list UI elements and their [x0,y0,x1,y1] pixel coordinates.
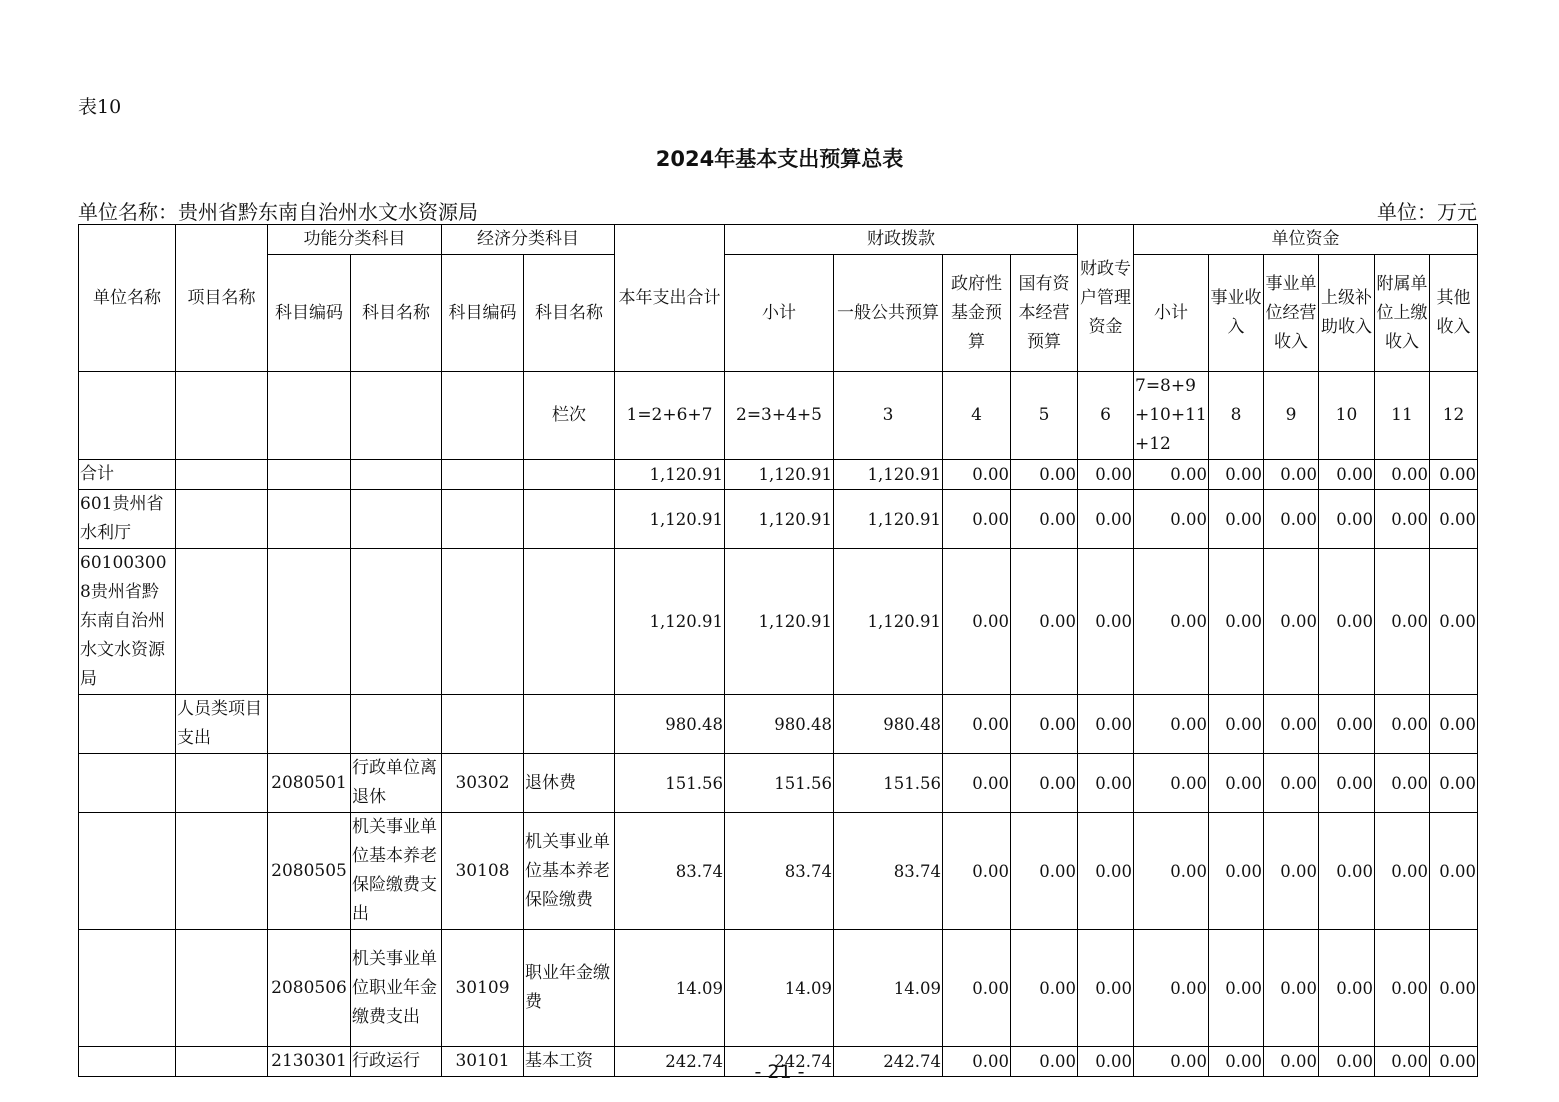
cell-amount-col-10: 0.00 [1319,754,1375,813]
cell-amount-col-6: 0.00 [1078,813,1134,930]
cell-func-code: 2080501 [268,754,351,813]
cell-func-name: 机关事业单位职业年金缴费支出 [351,930,442,1047]
cell-unit-name [79,813,176,930]
cell-amount-col-8: 0.00 [1209,490,1264,549]
cell-econ-code: 30108 [442,813,524,930]
header-business-income: 事业收入 [1209,255,1264,372]
column-index-3: 3 [834,372,943,460]
cell-project-name [176,754,268,813]
cell-amount-col-7: 0.00 [1134,754,1209,813]
cell-amount-col-9: 0.00 [1264,549,1319,695]
cell-amount-col-7: 0.00 [1134,490,1209,549]
table-row [79,695,1478,754]
cell-amount-col-5: 0.00 [1011,695,1078,754]
cell-amount-col-6: 0.00 [1078,549,1134,695]
cell-amount-col-6: 0.00 [1078,695,1134,754]
table-row [79,754,1478,813]
cell-amount-col-6: 0.00 [1078,460,1134,490]
cell-amount-col-8: 0.00 [1209,460,1264,490]
cell-amount-col-11: 0.00 [1375,930,1430,1047]
currency-unit-label: 单位：万元 [1377,200,1477,224]
cell-amount-col-3: 242.74 [834,1047,943,1077]
cell-unit-name: 601003008贵州省黔东南自治州水文水资源局 [79,549,176,695]
cell-amount-col-6: 0.00 [1078,754,1134,813]
cell-func-name: 机关事业单位基本养老保险缴费支出 [351,813,442,930]
cell-amount-col-2: 980.48 [725,695,834,754]
cell-econ-code: 30101 [442,1047,524,1077]
cell-amount-col-4: 0.00 [943,490,1011,549]
cell-amount-col-5: 0.00 [1011,460,1078,490]
cell-econ-code [442,549,524,695]
cell-econ-name [524,695,615,754]
table-row [79,549,1478,695]
table-row [79,930,1478,1047]
header-general-public: 一般公共预算 [834,255,943,372]
header-total: 本年支出合计 [615,225,725,372]
cell-func-code [268,549,351,695]
cell-amount-col-11: 0.00 [1375,1047,1430,1077]
cell-amount-col-2: 1,120.91 [725,549,834,695]
cell-amount-col-5: 0.00 [1011,930,1078,1047]
cell-amount-col-4: 0.00 [943,549,1011,695]
page-title: 2024年基本支出预算总表 [655,147,904,171]
cell-amount-col-4: 0.00 [943,1047,1011,1077]
cell-amount-col-11: 0.00 [1375,754,1430,813]
header-func-group: 功能分类科目 [268,225,442,255]
cell-amount-col-12: 0.00 [1430,1047,1478,1077]
header-operating-income: 事业单位经营收入 [1264,255,1319,372]
cell-amount-col-9: 0.00 [1264,1047,1319,1077]
cell-amount-col-8: 0.00 [1209,754,1264,813]
column-index-9: 9 [1264,372,1319,460]
table-row [79,813,1478,930]
cell-unit-name [79,695,176,754]
cell-project-name [176,813,268,930]
cell-amount-col-9: 0.00 [1264,695,1319,754]
header-fiscal-special: 财政专户管理资金 [1078,225,1134,372]
header-gov-fund: 政府性基金预算 [943,255,1011,372]
column-index-row [79,372,1478,460]
cell-econ-code: 30302 [442,754,524,813]
cell-amount-col-3: 1,120.91 [834,549,943,695]
column-index-label: 栏次 [524,372,615,460]
cell-econ-name: 职业年金缴费 [524,930,615,1047]
cell-unit-name [79,930,176,1047]
cell-amount-col-4: 0.00 [943,754,1011,813]
cell-amount-col-7: 0.00 [1134,460,1209,490]
header-fiscal-group: 财政拨款 [725,225,1078,255]
cell-amount-col-3: 1,120.91 [834,490,943,549]
cell-amount-col-12: 0.00 [1430,549,1478,695]
cell-func-name [351,549,442,695]
cell-func-name: 行政运行 [351,1047,442,1077]
cell-func-code: 2130301 [268,1047,351,1077]
cell-amount-col-12: 0.00 [1430,930,1478,1047]
cell-amount-col-11: 0.00 [1375,490,1430,549]
column-index-1: 1=2+6+7 [615,372,725,460]
cell-amount-col-3: 83.74 [834,813,943,930]
header-unit-name: 单位名称 [79,225,176,372]
cell-amount-col-8: 0.00 [1209,930,1264,1047]
cell-amount-col-10: 0.00 [1319,460,1375,490]
cell-func-code: 2080505 [268,813,351,930]
cell-project-name: 人员类项目支出 [176,695,268,754]
cell-func-name: 行政单位离退休 [351,754,442,813]
column-index-10: 10 [1319,372,1375,460]
cell-amount-col-10: 0.00 [1319,695,1375,754]
header-superior-subsidy: 上级补助收入 [1319,255,1375,372]
cell-amount-col-1: 14.09 [615,930,725,1047]
cell-amount-col-10: 0.00 [1319,549,1375,695]
cell-amount-col-1: 151.56 [615,754,725,813]
header-project-name: 项目名称 [176,225,268,372]
cell-project-name [176,549,268,695]
column-index-12: 12 [1430,372,1478,460]
cell-amount-col-10: 0.00 [1319,490,1375,549]
column-index-2: 2=3+4+5 [725,372,834,460]
cell-amount-col-7: 0.00 [1134,930,1209,1047]
cell-func-code [268,490,351,549]
column-index-11: 11 [1375,372,1430,460]
cell-amount-col-1: 242.74 [615,1047,725,1077]
cell-unit-name: 合计 [79,460,176,490]
header-affiliated-income: 附属单位上缴收入 [1375,255,1430,372]
budget-table [78,224,1478,1077]
cell-econ-name: 基本工资 [524,1047,615,1077]
unit-name-label: 单位名称：贵州省黔东南自治州水文水资源局 [78,200,478,224]
column-index-7: 7=8+9+10+11+12 [1134,372,1209,460]
column-index-6: 6 [1078,372,1134,460]
header-econ-code: 科目编码 [442,255,524,372]
cell-amount-col-12: 0.00 [1430,695,1478,754]
cell-amount-col-7: 0.00 [1134,813,1209,930]
cell-amount-col-10: 0.00 [1319,813,1375,930]
header-other-income: 其他收入 [1430,255,1478,372]
cell-amount-col-7: 0.00 [1134,1047,1209,1077]
column-index-5: 5 [1011,372,1078,460]
cell-amount-col-4: 0.00 [943,695,1011,754]
cell-econ-code: 30109 [442,930,524,1047]
cell-amount-col-2: 151.56 [725,754,834,813]
cell-amount-col-10: 0.00 [1319,930,1375,1047]
cell-amount-col-6: 0.00 [1078,1047,1134,1077]
cell-project-name [176,490,268,549]
cell-amount-col-1: 1,120.91 [615,490,725,549]
column-index-8: 8 [1209,372,1264,460]
cell-func-name [351,490,442,549]
cell-econ-code [442,460,524,490]
cell-amount-col-2: 14.09 [725,930,834,1047]
cell-amount-col-9: 0.00 [1264,754,1319,813]
cell-unit-name [79,754,176,813]
header-unit-subtotal: 小计 [1134,255,1209,372]
header-func-code: 科目编码 [268,255,351,372]
cell-amount-col-1: 1,120.91 [615,549,725,695]
page-number: - 21 - [754,1061,805,1083]
cell-amount-col-4: 0.00 [943,930,1011,1047]
table-row [79,490,1478,549]
cell-amount-col-4: 0.00 [943,460,1011,490]
cell-econ-code [442,490,524,549]
cell-func-code [268,460,351,490]
header-state-capital: 国有资本经营预算 [1011,255,1078,372]
cell-econ-name [524,460,615,490]
cell-amount-col-2: 1,120.91 [725,460,834,490]
cell-amount-col-3: 1,120.91 [834,460,943,490]
cell-amount-col-5: 0.00 [1011,1047,1078,1077]
cell-amount-col-2: 1,120.91 [725,490,834,549]
cell-econ-name: 退休费 [524,754,615,813]
column-index-4: 4 [943,372,1011,460]
cell-amount-col-6: 0.00 [1078,490,1134,549]
cell-amount-col-9: 0.00 [1264,813,1319,930]
cell-amount-col-7: 0.00 [1134,549,1209,695]
cell-econ-name [524,549,615,695]
cell-unit-name: 601贵州省水利厅 [79,490,176,549]
cell-amount-col-9: 0.00 [1264,490,1319,549]
cell-amount-col-1: 1,120.91 [615,460,725,490]
cell-amount-col-10: 0.00 [1319,1047,1375,1077]
cell-amount-col-9: 0.00 [1264,930,1319,1047]
header-unit-funds-group: 单位资金 [1134,225,1478,255]
cell-amount-col-1: 83.74 [615,813,725,930]
cell-amount-col-5: 0.00 [1011,754,1078,813]
cell-func-code: 2080506 [268,930,351,1047]
header-econ-name: 科目名称 [524,255,615,372]
cell-amount-col-8: 0.00 [1209,549,1264,695]
cell-amount-col-5: 0.00 [1011,549,1078,695]
cell-amount-col-12: 0.00 [1430,490,1478,549]
header-func-name: 科目名称 [351,255,442,372]
cell-amount-col-11: 0.00 [1375,460,1430,490]
table-row [79,460,1478,490]
cell-amount-col-8: 0.00 [1209,1047,1264,1077]
cell-project-name [176,460,268,490]
cell-amount-col-3: 980.48 [834,695,943,754]
cell-amount-col-8: 0.00 [1209,813,1264,930]
cell-func-name [351,460,442,490]
cell-func-code [268,695,351,754]
cell-project-name [176,930,268,1047]
header-fiscal-subtotal: 小计 [725,255,834,372]
cell-amount-col-11: 0.00 [1375,695,1430,754]
cell-amount-col-5: 0.00 [1011,813,1078,930]
cell-amount-col-12: 0.00 [1430,460,1478,490]
cell-amount-col-2: 242.74 [725,1047,834,1077]
header-econ-group: 经济分类科目 [442,225,615,255]
cell-amount-col-8: 0.00 [1209,695,1264,754]
cell-amount-col-2: 83.74 [725,813,834,930]
cell-amount-col-12: 0.00 [1430,813,1478,930]
cell-amount-col-4: 0.00 [943,813,1011,930]
cell-econ-name [524,490,615,549]
cell-econ-name: 机关事业单位基本养老保险缴费 [524,813,615,930]
cell-amount-col-7: 0.00 [1134,695,1209,754]
cell-amount-col-12: 0.00 [1430,754,1478,813]
cell-amount-col-1: 980.48 [615,695,725,754]
cell-amount-col-6: 0.00 [1078,930,1134,1047]
cell-amount-col-11: 0.00 [1375,813,1430,930]
cell-econ-code [442,695,524,754]
table-number: 表10 [78,96,122,118]
cell-amount-col-9: 0.00 [1264,460,1319,490]
cell-amount-col-3: 151.56 [834,754,943,813]
cell-func-name [351,695,442,754]
cell-amount-col-5: 0.00 [1011,490,1078,549]
cell-amount-col-3: 14.09 [834,930,943,1047]
cell-amount-col-11: 0.00 [1375,549,1430,695]
